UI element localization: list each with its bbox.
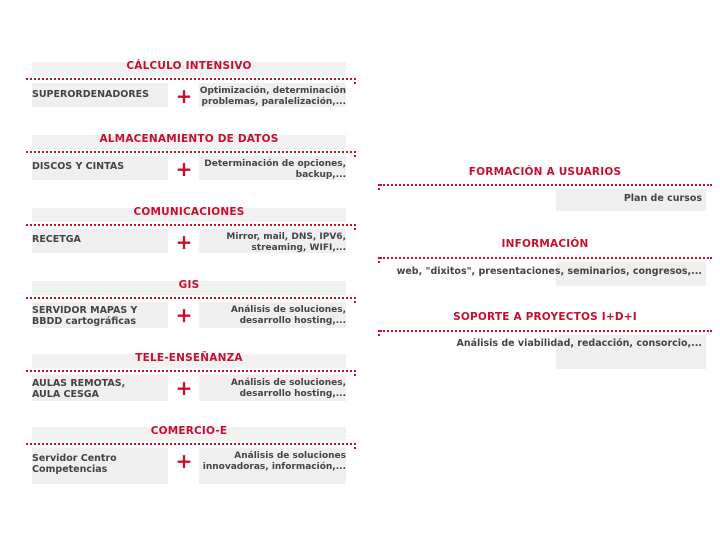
- dotted-divider: [380, 330, 712, 332]
- plus-icon: +: [175, 449, 193, 473]
- right-label-line1: Análisis de soluciones,: [230, 378, 346, 388]
- right-label: [231, 378, 346, 400]
- section-title: CÁLCULO INTENSIVO: [126, 60, 252, 72]
- right-label: [204, 159, 346, 181]
- dotted-divider: [26, 151, 356, 153]
- left-label-line1: Servidor Centro: [32, 453, 117, 464]
- section-title: GIS: [178, 279, 200, 291]
- left-label-line1: SERVIDOR MAPAS Y: [32, 305, 138, 316]
- dotted-tick: [378, 257, 380, 263]
- left-label-line2: BBDD cartográficas: [32, 316, 136, 327]
- left-label: RECETGA: [32, 234, 81, 245]
- content-text: Análisis de viabilidad, redacción, consorcio,...: [456, 338, 702, 349]
- left-label: [32, 305, 137, 327]
- dotted-tick: [354, 151, 356, 157]
- right-label-line1: Análisis de soluciones,: [230, 305, 346, 315]
- right-label: [203, 451, 346, 473]
- dotted-tick: [378, 330, 380, 336]
- right-label-line1: Determinación de opciones,: [204, 159, 346, 169]
- dotted-tick: [354, 297, 356, 303]
- dotted-tick: [378, 184, 380, 190]
- section-title: COMUNICACIONES: [133, 206, 245, 218]
- right-label-line2: streaming, WIFI,...: [251, 243, 346, 253]
- plus-icon: +: [175, 84, 193, 108]
- right-label-line1: Mirror, mail, DNS, IPV6,: [226, 232, 346, 242]
- left-label: [32, 453, 117, 475]
- dotted-divider: [380, 257, 712, 259]
- right-label-line2: desarrollo hosting,...: [239, 316, 346, 326]
- section-title: FORMACIÓN A USUARIOS: [468, 166, 622, 178]
- dotted-tick: [354, 224, 356, 230]
- right-label: [226, 232, 346, 254]
- right-label-line2: innovadoras, información,...: [202, 462, 346, 472]
- dotted-divider: [26, 297, 356, 299]
- right-label-line1: Optimización, determinación: [199, 86, 346, 96]
- content-text: web, "dixitos", presentaciones, seminarios, congresos,...: [396, 266, 702, 277]
- left-label-line2: Competencias: [32, 464, 108, 475]
- dotted-divider: [380, 184, 712, 186]
- dotted-tick: [354, 370, 356, 376]
- dotted-tick: [354, 443, 356, 449]
- content-text: Plan de cursos: [623, 193, 702, 204]
- right-label-line2: backup,...: [295, 170, 346, 180]
- right-label-line1: Análisis de soluciones: [234, 451, 346, 461]
- section-title: INFORMACIÓN: [501, 238, 589, 250]
- plus-icon: +: [175, 157, 193, 181]
- plus-icon: +: [175, 303, 193, 327]
- plus-icon: +: [175, 376, 193, 400]
- left-label-line1: AULAS REMOTAS,: [32, 378, 126, 389]
- dotted-divider: [26, 78, 356, 80]
- right-label-line2: problemas, paralelización,...: [201, 97, 346, 107]
- dotted-tick: [354, 78, 356, 84]
- right-label-line2: desarrollo hosting,...: [239, 389, 346, 399]
- left-label-line2: AULA CESGA: [32, 389, 99, 400]
- right-label: [231, 305, 346, 327]
- right-label: [200, 86, 346, 108]
- section-title: ALMACENAMIENTO DE DATOS: [99, 133, 279, 145]
- section-title: TELE-ENSEÑANZA: [135, 352, 243, 364]
- left-label: SUPERORDENADORES: [32, 89, 150, 100]
- left-label: DISCOS Y CINTAS: [32, 161, 125, 172]
- section-title: SOPORTE A PROYECTOS I+D+I: [453, 311, 637, 323]
- plus-icon: +: [175, 230, 193, 254]
- dotted-divider: [26, 443, 356, 445]
- left-label: [32, 378, 125, 400]
- section-title: COMERCIO-E: [150, 425, 228, 437]
- dotted-divider: [26, 224, 356, 226]
- dotted-divider: [26, 370, 356, 372]
